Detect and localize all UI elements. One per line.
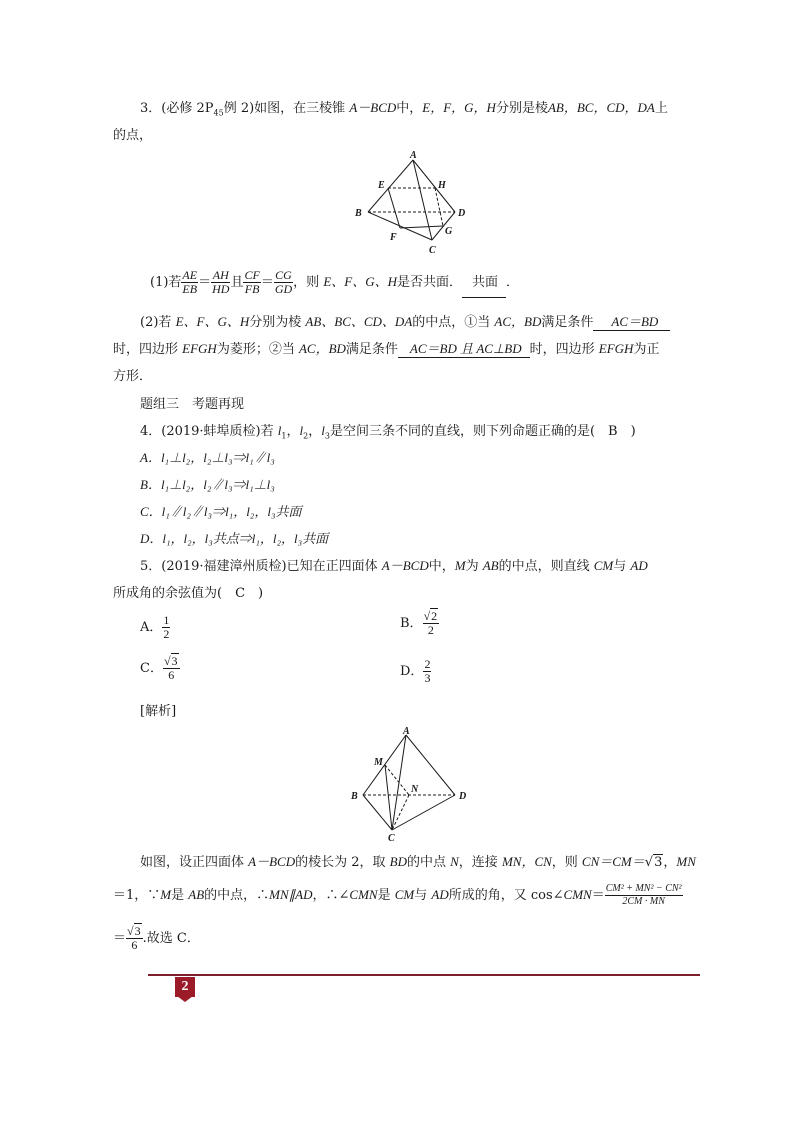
label-e: E: [378, 180, 385, 191]
page-number-badge: [175, 977, 195, 1003]
q5-option-c: C． $\frac{√3}{6}$: [140, 654, 178, 682]
answer-rhombus: AC＝BD: [593, 311, 670, 331]
q4-option-c: C．l₁∥l₂∥l₃⇒l₁，l₂，l₃共面: [140, 504, 302, 519]
label-a: A: [403, 726, 410, 737]
segment-fg: [400, 226, 443, 228]
q4-option-b: B．l₁⊥l₂，l₂∥l₃⇒l₁⊥l₃: [140, 477, 275, 492]
q5-option-d: D． $\frac{2}{3}$: [400, 657, 431, 685]
edge-bc: [363, 795, 392, 830]
q5-option-a: A． $\frac{1}{2}$: [140, 613, 170, 641]
analysis-label: [解析]: [140, 704, 177, 719]
label-g: G: [445, 226, 453, 237]
label-n: N: [411, 784, 419, 795]
figure-tetrahedron-efgh: [350, 148, 475, 258]
segment-mn: [385, 765, 409, 795]
q4-option-a: A．l₁⊥l₂，l₂⊥l₃⇒l₁∥l₃: [140, 450, 275, 465]
label-c: C: [429, 245, 436, 256]
footer-rule: [148, 974, 700, 976]
q5-stem-line2: 所成角的余弦值为( C ): [113, 586, 264, 601]
q3-part2-line1: (2)若 E、F、G、H分别为棱 AB、BC、CD、DA的中点，①当 AC，BD满足条件 AC＝BD: [140, 311, 670, 331]
segment-hg: [435, 188, 443, 226]
label-c: C: [388, 833, 395, 843]
label-f: F: [390, 232, 397, 243]
answer-coplanar: 共面: [462, 269, 506, 298]
segment-cm: [385, 765, 392, 830]
q3-part1: (1)若 $\frac{AE}{EB}$ ＝ $\frac{AH}{HD}$ 且 $\frac{CF}{FB}$ ＝ $\frac{CG}{GD}$ ，则 E、F、G、H是否共面． 共面 ．: [150, 268, 520, 296]
figure-tetrahedron-mn: [345, 725, 475, 843]
label-a: A: [410, 150, 417, 161]
label-b: B: [351, 791, 358, 802]
label-h: H: [438, 180, 446, 191]
label-d: D: [459, 791, 467, 802]
solution-line2: ＝1，∵M是 AB的中点，∴MN∥AD，∴∠CMN是 CM与 AD所成的角，又 cos∠CMN＝ $\frac{\text{CM² + MN² − CN²}}{2CM \cdot MN}$: [113, 883, 682, 907]
q5-stem-line1: 5．(2019·福建漳州质检)已知在正四面体 A－BCD中，M为 AB的中点，则直线 CM与 AD: [140, 558, 648, 574]
edge-ab: [368, 160, 413, 212]
label-d: D: [458, 208, 466, 219]
q4-stem: 4．(2019·蚌埠质检)若 $l_1$，$l_2$，$l_3$是空间三条不同的直线，则下列命题正确的是( B ): [140, 423, 636, 441]
page-number: 2: [175, 977, 195, 997]
q5-option-b: B． $\frac{√2}{2}$: [400, 609, 438, 637]
label-m: M: [374, 757, 383, 768]
label-b: B: [355, 208, 362, 219]
q4-option-d: D．l₁，l₂，l₃共点⇒l₁，l₂，l₃共面: [140, 531, 329, 546]
answer-square: AC＝BD 且 AC⊥BD: [398, 338, 530, 358]
q3-part2-line3: 方形．: [113, 369, 153, 384]
solution-line3: ＝ $\frac{√3}{6}$ .故选 C．: [113, 924, 200, 952]
q3-part2-line2: 时，四边形 EFGH为菱形；②当 AC，BD满足条件 AC＝BD 且 AC⊥BD 时，四边形 EFGH为正: [113, 338, 659, 358]
edge-ab: [363, 735, 406, 795]
edge-cd: [392, 795, 455, 830]
section-heading-group3: 题组三 考题再现: [140, 397, 245, 412]
edge-bc: [368, 212, 432, 240]
q3-stem-line2: 的点，: [113, 128, 153, 143]
solution-line1: 如图，设正四面体 A－BCD的棱长为 2，取 BD的中点 N，连接 MN，CN，则 CN＝CM＝√3，MN: [140, 854, 696, 870]
q3-stem-line1: 3．(必修 $2P_{45}$例 2)如图，在三棱锥 A－BCD中，E，F，G，H分别是棱AB，BC，CD，DA上: [140, 100, 668, 118]
